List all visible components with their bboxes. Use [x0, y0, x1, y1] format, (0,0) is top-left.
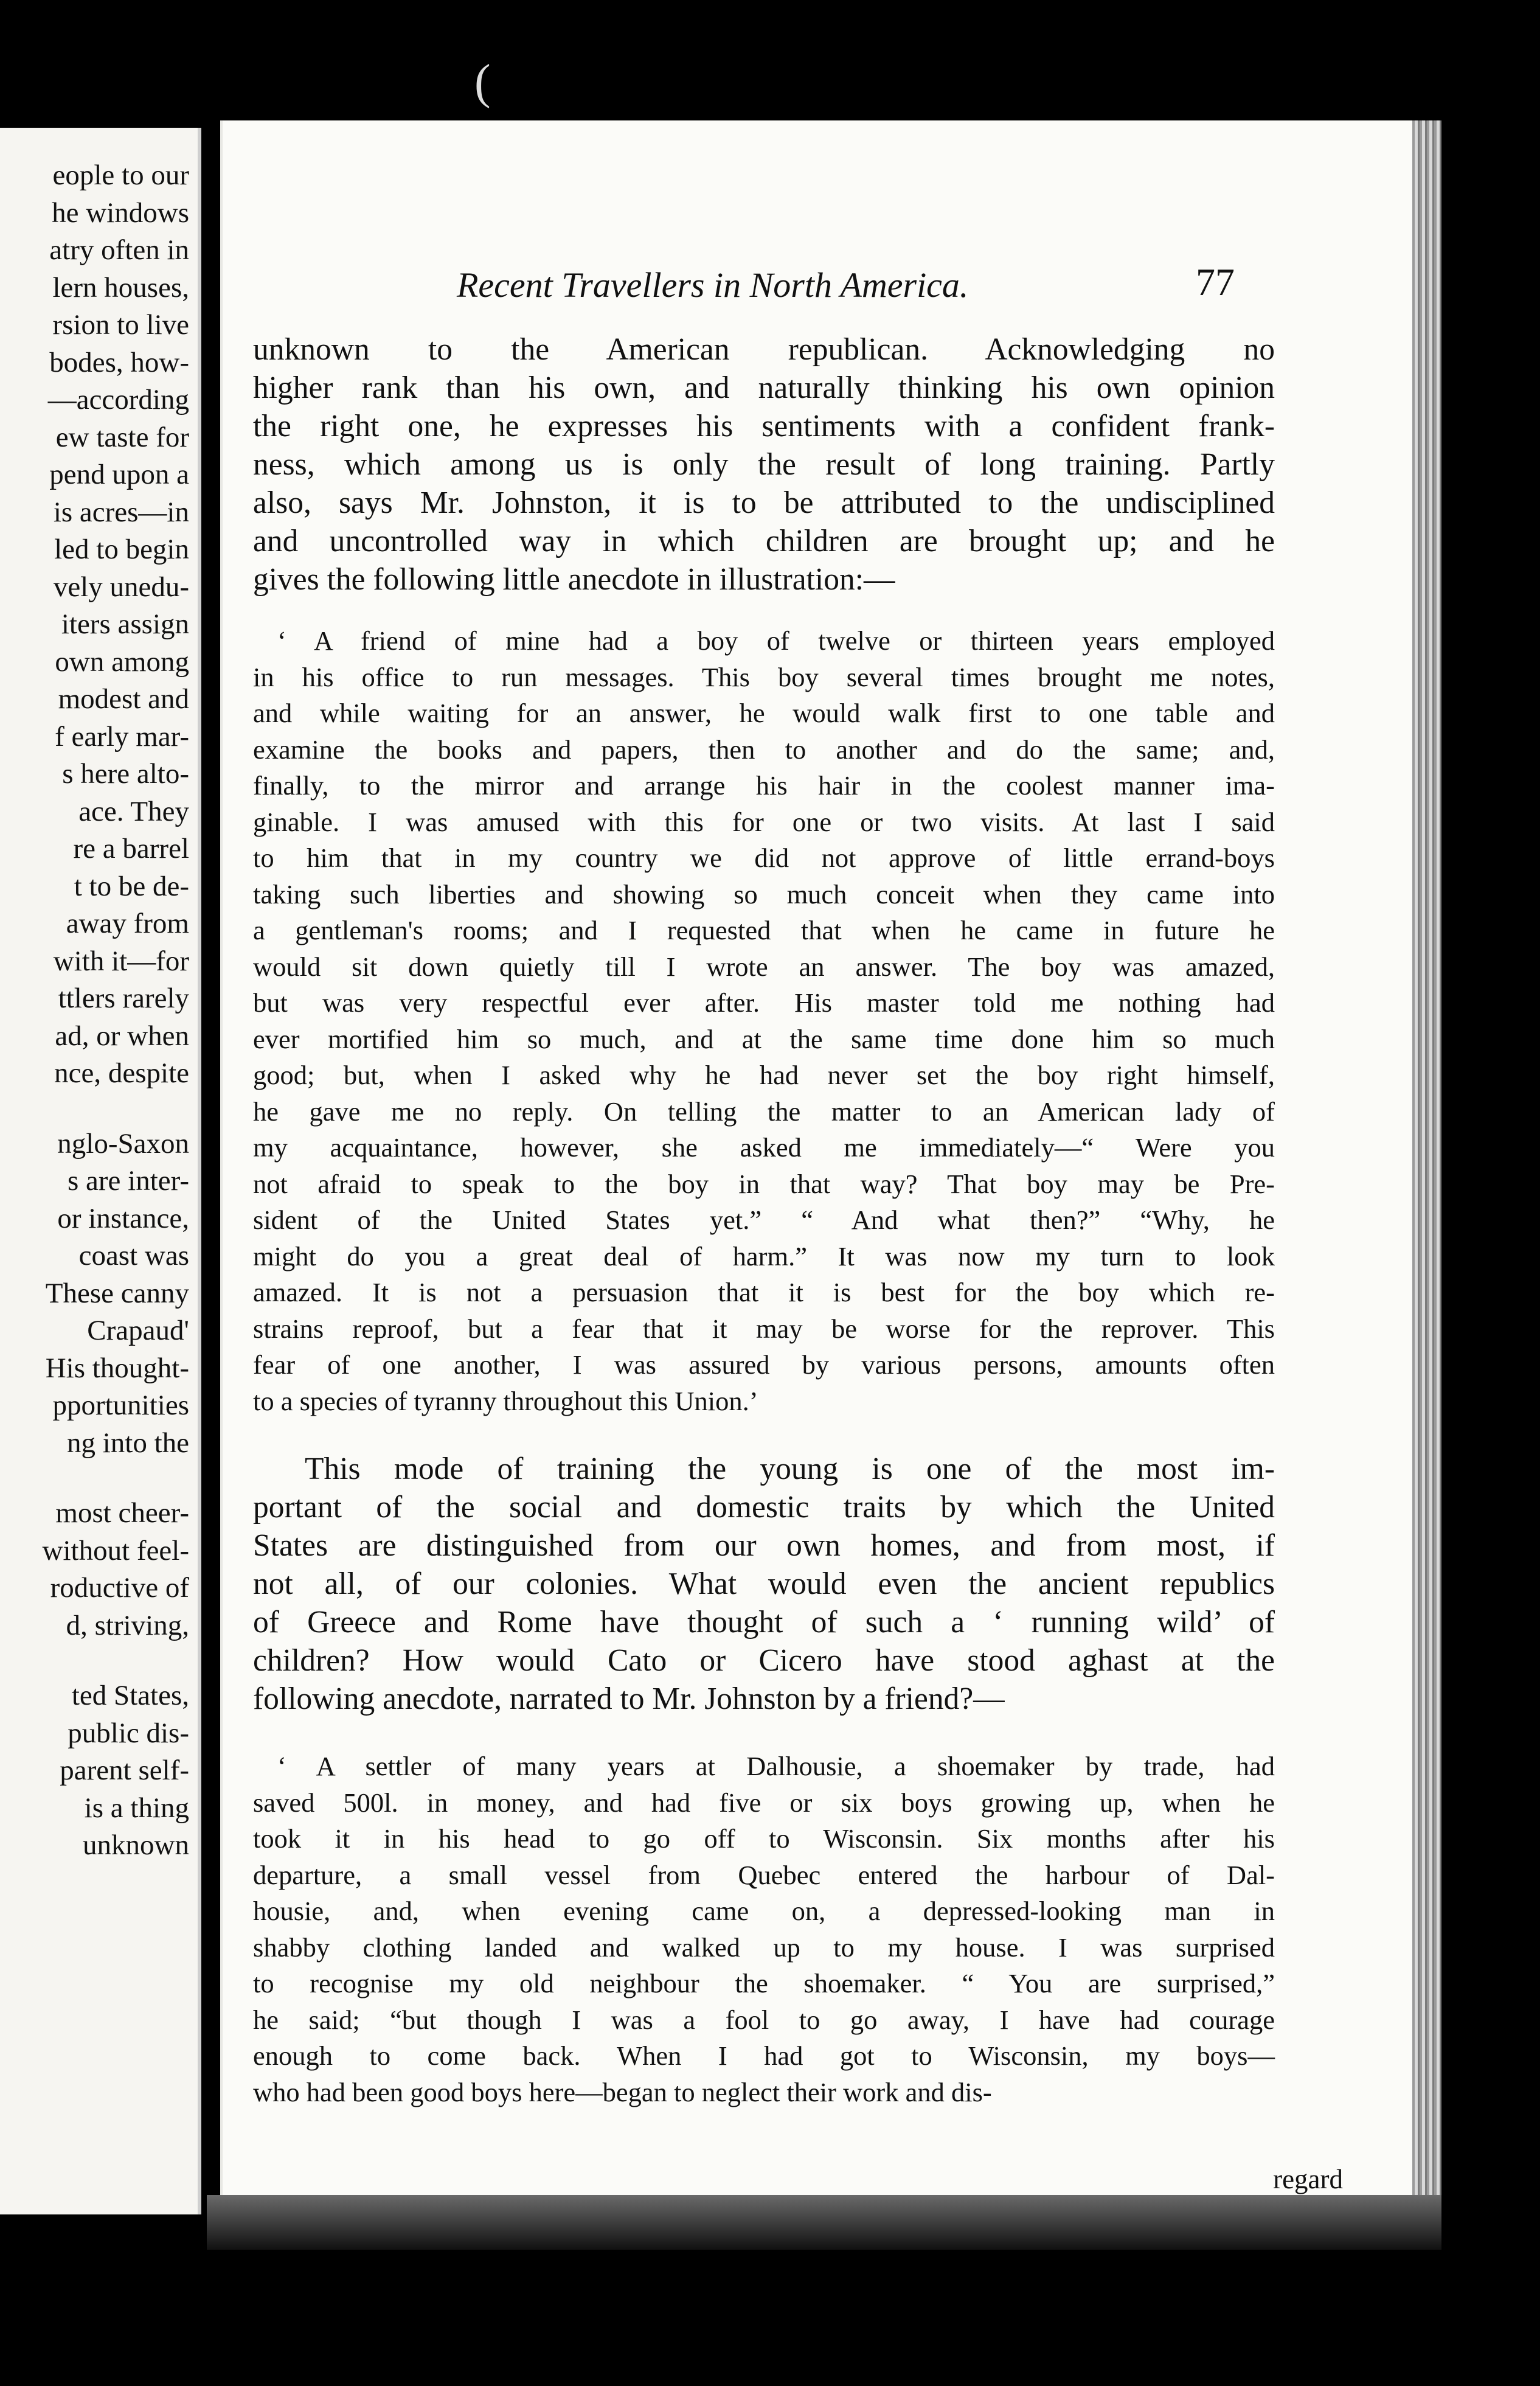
running-title: Recent Travellers in North America. [457, 265, 969, 305]
text-line: portant of the social and domestic traits by which the United [253, 1490, 1275, 1525]
left-page-line: parent self- [60, 1755, 189, 1786]
text-line: in his office to run messages. This boy several times brought me notes, [253, 661, 1275, 692]
left-page-line: rsion to live [52, 309, 189, 341]
text-line: also, says Mr. Johnston, it is to be attributed to the undisciplined [253, 485, 1275, 520]
text-line: might do you a great deal of harm.” It was now my turn to look [253, 1240, 1275, 1271]
text-line: but was very respectful ever after. His master told me nothing had [253, 987, 1275, 1018]
left-page-line: pend upon a [49, 459, 189, 490]
text-line: the right one, he expresses his sentiments with a confident frank- [253, 409, 1275, 443]
page-edge-stack [1412, 120, 1441, 2238]
left-page-line: coast was [78, 1240, 189, 1271]
catchword: regard [1273, 2164, 1343, 2194]
left-page-line: s here alto- [62, 758, 189, 790]
left-page-line: ttlers rarely [58, 983, 189, 1014]
left-page-line: he windows [52, 197, 189, 229]
text-line: shabby clothing landed and walked up to my house. I was surprised [253, 1932, 1275, 1963]
text-line: of Greece and Rome have thought of such a ‘ running wild’ of [253, 1605, 1275, 1640]
left-page-line: pportunities [52, 1390, 189, 1421]
text-line: finally, to the mirror and arrange his hair in the coolest manner ima- [253, 770, 1275, 801]
text-line: taking such liberties and showing so much conceit when they came into [253, 878, 1275, 910]
text-line: saved 500l. in money, and had five or six boys growing up, when he [253, 1787, 1275, 1818]
left-page-line: own among [55, 645, 189, 678]
text-line: unknown to the American republican. Acknowledging no [253, 332, 1275, 367]
left-page-line: ted States, [71, 1680, 189, 1711]
text-line: examine the books and papers, then to another and do the same; and, [253, 734, 1275, 765]
left-page-line: roductive of [50, 1572, 189, 1604]
text-line: States are distinguished from our own homes, and from most, if [253, 1528, 1275, 1563]
left-page-fragment [0, 128, 201, 2214]
left-page-line: bodes, how- [49, 346, 189, 378]
left-page-line: ad, or when [55, 1020, 189, 1052]
text-line: higher rank than his own, and naturally thinking his own opinion [253, 370, 1275, 405]
left-page-line: is acres—in [53, 496, 189, 528]
left-page-line: These canny [45, 1277, 189, 1309]
block-quote-2 [253, 1748, 1275, 2110]
text-line: he said; “but though I was a fool to go away, I have had courage [253, 2004, 1275, 2035]
text-line: who had been good boys here—began to neglect their work and dis- [253, 2076, 992, 2107]
text-line: he gave me no reply. On telling the matter to an American lady of [253, 1096, 1275, 1127]
page-number: 77 [1196, 260, 1235, 304]
text-line: would sit down quietly till I wrote an answer. The boy was amazed, [253, 951, 1275, 982]
text-line: amazed. It is not a persuasion that it is best for the boy which re- [253, 1277, 1275, 1307]
text-line: fear of one another, I was assured by various persons, amounts often [253, 1349, 1275, 1380]
left-page-line: is a thing [84, 1792, 189, 1824]
block-quote-1 [253, 623, 1275, 1419]
text-line: ness, which among us is only the result of long training. Partly [253, 447, 1275, 482]
text-line: sident of the United States yet.” “ And what then?” “Why, he [253, 1205, 1275, 1235]
text-line: housie, and, when evening came on, a depressed-looking man in [253, 1896, 1275, 1926]
book-bottom-shadow [207, 2195, 1441, 2250]
left-page-line: or instance, [57, 1202, 189, 1234]
left-page-line: —according [47, 384, 189, 416]
paragraph-2 [253, 1450, 1275, 1718]
text-line: ‘ A friend of mine had a boy of twelve or thirteen years employed [277, 625, 1275, 656]
text-line: gives the following little anecdote in illustration:— [253, 562, 895, 597]
left-page-line: without feel- [42, 1534, 189, 1567]
left-page-line: nglo-Saxon [57, 1127, 189, 1160]
text-line: to a species of tyranny throughout this Union.’ [253, 1385, 758, 1416]
text-line: and while waiting for an answer, he would walk first to one table and [253, 698, 1275, 728]
left-page-line: unknown [83, 1829, 189, 1861]
text-line: strains reproof, but a fear that it may be worse for the reprover. This [253, 1313, 1275, 1344]
left-page-line: modest and [58, 683, 189, 715]
left-page-line: most cheer- [55, 1497, 189, 1529]
left-page-line: ew taste for [55, 421, 189, 453]
text-line: departure, a small vessel from Quebec entered the harbour of Dal- [253, 1859, 1275, 1890]
left-page-line: led to begin [54, 534, 189, 565]
left-page-line: re a barrel [73, 833, 189, 864]
text-line: enough to come back. When I had got to Wisconsin, my boys— [253, 2040, 1275, 2071]
left-page-line: public dis- [68, 1717, 189, 1749]
left-page-line: ng into the [66, 1427, 189, 1459]
text-line: to recognise my old neighbour the shoemaker. “ You are surprised,” [253, 1968, 1275, 1998]
left-page-line: nce, despite [54, 1057, 189, 1089]
text-line: children? How would Cato or Cicero have stood aghast at the [253, 1643, 1275, 1678]
left-page-line: f early mar- [55, 720, 189, 753]
left-page-line: iters assign [61, 608, 189, 640]
left-page-line: Crapaud' [87, 1315, 189, 1346]
left-page-line: eople to our [52, 159, 189, 191]
left-page-line: lern houses, [52, 271, 189, 304]
text-line: ginable. I was amused with this for one or two visits. At last I said [253, 806, 1275, 837]
text-line: a gentleman's rooms; and I requested that when he came in future he [253, 915, 1275, 945]
scan-artifact-mark: ( [474, 55, 491, 109]
paragraph-1 [253, 330, 1275, 599]
running-head [223, 257, 1415, 306]
text-line: following anecdote, narrated to Mr. Johnston by a friend?— [253, 1682, 1005, 1716]
left-page-line: away from [66, 908, 189, 939]
left-page-line: with it—for [53, 945, 189, 977]
main-text [253, 330, 1275, 2110]
text-line: This mode of training the young is one of the most im- [305, 1452, 1275, 1486]
left-page-line: His thought- [45, 1352, 189, 1384]
text-line: not all, of our colonies. What would even the ancient republics [253, 1567, 1275, 1601]
text-line: to him that in my country we did not approve of little errand-boys [253, 843, 1275, 873]
text-line: not afraid to speak to the boy in that way? That boy may be Pre- [253, 1168, 1275, 1199]
left-page-line: s are inter- [67, 1165, 189, 1197]
text-line: took it in his head to go off to Wisconsin. Six months after his [253, 1823, 1275, 1854]
left-page-line: atry often in [49, 234, 189, 266]
left-page-line: d, striving, [66, 1609, 189, 1641]
left-page-line: t to be de- [74, 870, 189, 902]
left-page-line: vely unedu- [53, 571, 189, 603]
text-line: good; but, when I asked why he had never set the boy right himself, [253, 1060, 1275, 1090]
text-line: and uncontrolled way in which children are brought up; and he [253, 524, 1275, 558]
left-page-line: ace. They [78, 795, 189, 827]
text-line: ‘ A settler of many years at Dalhousie, a shoemaker by trade, had [277, 1751, 1275, 1781]
text-line: my acquaintance, however, she asked me immediately—“ Were you [253, 1132, 1275, 1163]
text-line: ever mortified him so much, and at the same time done him so much [253, 1023, 1275, 1054]
right-page [220, 120, 1415, 2195]
